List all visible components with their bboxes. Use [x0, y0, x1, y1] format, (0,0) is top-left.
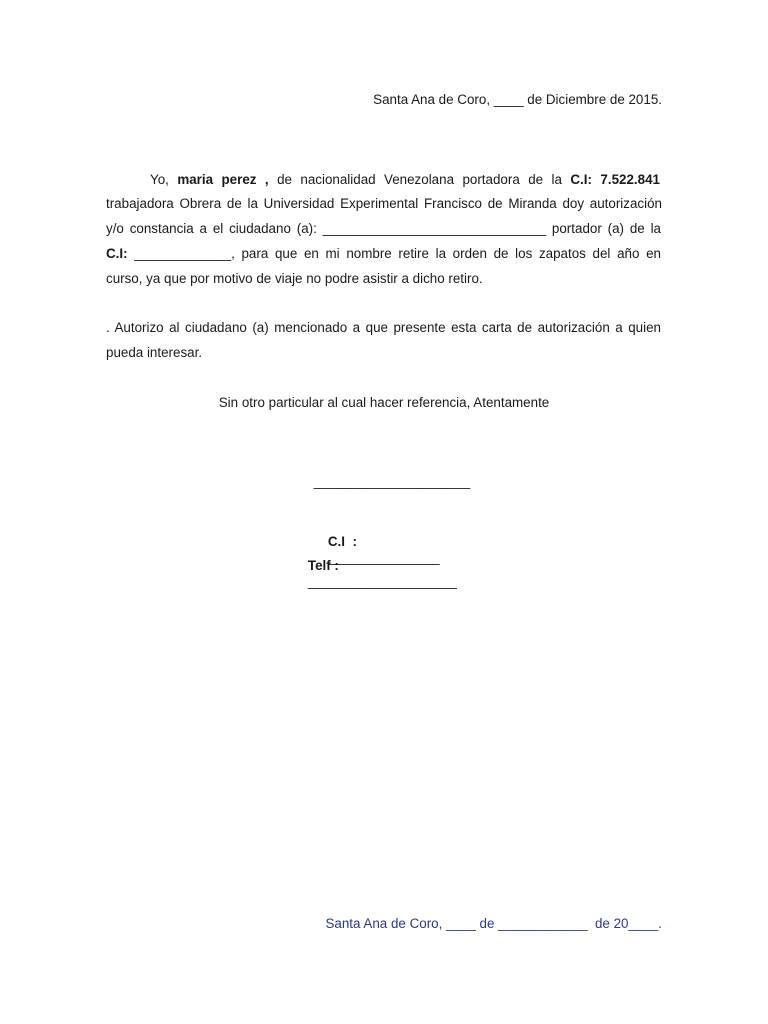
author-name: maria perez , [177, 172, 269, 187]
paragraph1-line2: trabajadora Obrera de la Universidad Experimental Francisco de Miranda doy autorización [106, 196, 662, 211]
paragraph1-line3: y/o constancia a el ciudadano (a): ______________________________ portador (a) de la [106, 221, 661, 236]
signature-line: _____________________ [313, 474, 471, 489]
paragraph1-line1 [106, 172, 660, 188]
footer-date-line: Santa Ana de Coro, ____ de ____________ de 20____. [325, 916, 662, 931]
ci-field-label: C.I : [327, 534, 357, 549]
paragraph2-line2: pueda interesar. [106, 345, 203, 360]
nationality-text: de nacionalidad Venezolana portadora de la [277, 172, 562, 187]
telf-field-label: Telf : [307, 558, 339, 573]
ci-field-blank: _______________ [327, 550, 440, 565]
author-ci-label: C.I: [570, 172, 592, 187]
closing-line: Sin otro particular al cual hacer referencia, Atentamente [218, 395, 550, 410]
paragraph1-line4 [106, 246, 661, 262]
paragraph1-line5: curso, ya que por motivo de viaje no podre asistir a dicho retiro. [106, 271, 483, 286]
author-ci-number: 7.522.841 [600, 172, 660, 187]
recipient-ci-rest: _____________, para que en mi nombre retire la orden de los zapatos del año en [134, 246, 661, 261]
telf-field [293, 542, 457, 606]
telf-field-blank: ____________________ [307, 574, 457, 589]
date-line: Santa Ana de Coro, ____ de Diciembre de 2015. [373, 92, 662, 107]
recipient-ci-label: C.I: [106, 246, 128, 261]
paragraph2-line1: . Autorizo al ciudadano (a) mencionado a que presente esta carta de autorización a quien [106, 320, 661, 335]
salutation-yo: Yo, [150, 172, 169, 187]
